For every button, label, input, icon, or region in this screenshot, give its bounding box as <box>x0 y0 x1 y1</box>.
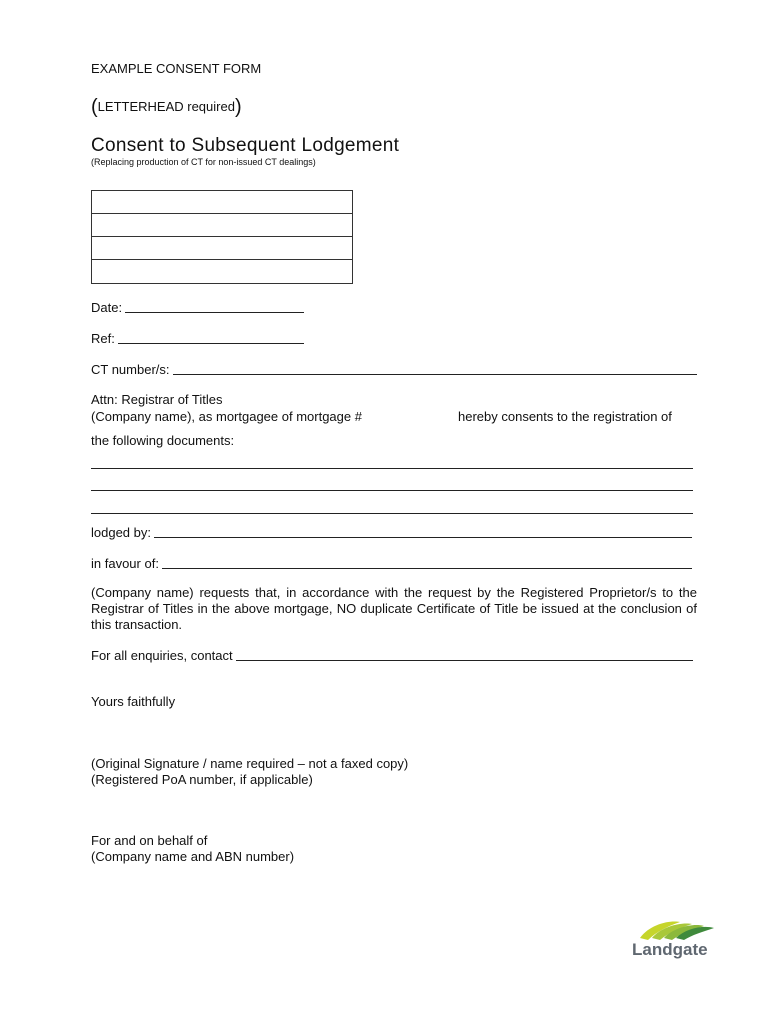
letterhead-close: ) <box>234 96 242 118</box>
landgate-logo-text: Landgate <box>632 940 708 959</box>
in-favour-field[interactable] <box>91 556 692 572</box>
consent-text: hereby consents to the registration of <box>458 409 672 424</box>
date-line[interactable] <box>125 312 304 313</box>
date-label: Date: <box>91 300 123 315</box>
address-box-row[interactable] <box>92 237 352 260</box>
address-box-row[interactable] <box>92 191 352 214</box>
example-label: EXAMPLE CONSENT FORM <box>91 61 262 76</box>
lodged-by-label: lodged by: <box>91 525 151 540</box>
attn-registrar: Attn: Registrar of Titles <box>91 392 223 407</box>
document-line[interactable] <box>91 513 693 514</box>
following-documents: the following documents: <box>91 433 235 448</box>
page-title: Consent to Subsequent Lodgement <box>91 135 400 156</box>
address-box-row[interactable] <box>92 260 352 283</box>
ref-label: Ref: <box>91 331 115 346</box>
company-abn-note: (Company name and ABN number) <box>91 849 295 864</box>
ct-number-field[interactable] <box>91 362 697 378</box>
lodged-by-line[interactable] <box>154 537 692 538</box>
behalf-label: For and on behalf of <box>91 833 208 848</box>
letterhead-text: LETTERHEAD required <box>97 99 235 114</box>
letterhead-open: ( <box>91 96 98 118</box>
closing-text: Yours faithfully <box>91 694 176 709</box>
mortgagee-text: (Company name), as mortgagee of mortgage # <box>91 409 362 424</box>
poa-note: (Registered PoA number, if applicable) <box>91 772 313 787</box>
ref-line[interactable] <box>118 343 304 344</box>
page-subtitle: (Replacing production of CT for non-issued CT dealings) <box>91 157 316 167</box>
address-box-row[interactable] <box>92 214 352 237</box>
signature-note: (Original Signature / name required – not a faxed copy) <box>91 756 409 771</box>
date-field[interactable] <box>91 300 304 316</box>
in-favour-line[interactable] <box>162 568 692 569</box>
request-paragraph: (Company name) requests that, in accordance with the request by the Registered Proprietor/s to the Registrar of Titles in the above mortgage, NO duplicate Certificate of Title be issued at the conclusion of this transaction. <box>91 585 697 632</box>
lodged-by-field[interactable] <box>91 525 692 541</box>
letterhead-note <box>91 96 242 119</box>
ct-number-line[interactable] <box>173 374 697 375</box>
document-line[interactable] <box>91 490 693 491</box>
document-line[interactable] <box>91 468 693 469</box>
ct-number-label: CT number/s: <box>91 362 170 377</box>
ref-field[interactable] <box>91 331 304 347</box>
address-box[interactable] <box>91 190 353 284</box>
enquiries-label: For all enquiries, contact <box>91 648 233 663</box>
enquiries-line[interactable] <box>236 660 693 661</box>
enquiries-field[interactable] <box>91 648 693 664</box>
in-favour-label: in favour of: <box>91 556 159 571</box>
